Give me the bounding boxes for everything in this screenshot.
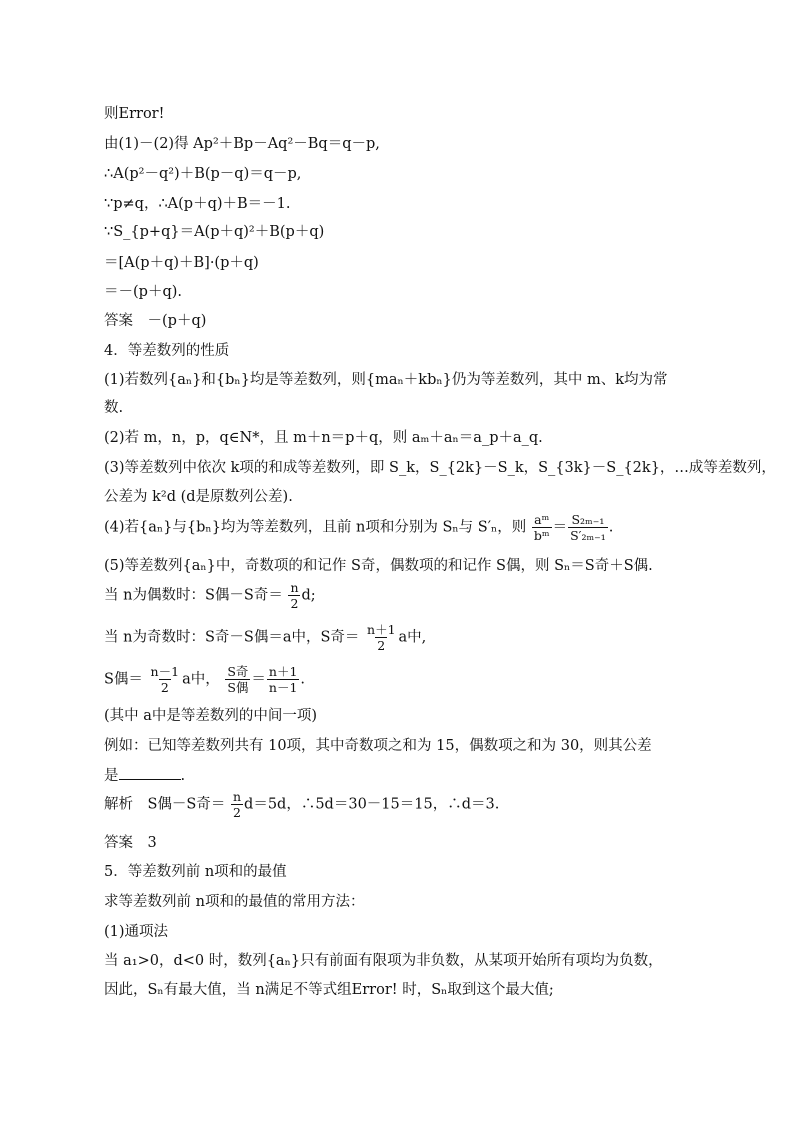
text-line: ＝－(p＋q). — [104, 284, 182, 300]
formula-line — [104, 622, 426, 653]
text-line: 求等差数列前 n项和的最值的常用方法： — [104, 894, 365, 910]
fraction — [225, 664, 250, 695]
text-line: 因此，Sₙ有最大值，当 n满足不等式组Error! 时，Sₙ取到这个最大值; — [104, 982, 554, 998]
text-line: ∵S_{p+q}＝A(p＋q)²＋B(p＋q) — [104, 224, 325, 240]
text-span: . — [300, 671, 306, 688]
denominator: 2 — [233, 805, 241, 820]
text-span: a中， — [182, 671, 220, 688]
section-heading: 4．等差数列的性质 — [104, 343, 230, 359]
text-line: (3)等差数列中依次 k项的和成等差数列，即 S_k，S_{2k}－S_k，S_{3k}－S_{2k}，…成等差数列， — [104, 460, 776, 476]
text-span: S偶＝ — [104, 671, 143, 688]
denominator: 2 — [377, 638, 386, 653]
text-line: (1)若数列{aₙ}和{bₙ}均是等差数列，则{maₙ＋kbₙ}仍为等差数列，其中 m、k均为常 — [104, 372, 668, 388]
text-line: (5)等差数列{aₙ}中，奇数项的和记作 S奇，偶数项的和记作 S偶，则 Sₙ＝S奇＋S偶. — [104, 558, 653, 574]
numerator: n－1 — [150, 664, 180, 679]
numerator: n＋1 — [268, 664, 298, 679]
fraction — [231, 789, 243, 820]
text-span: . — [608, 519, 614, 536]
fraction — [267, 664, 300, 695]
denominator: 2 — [160, 680, 169, 695]
numerator: S奇 — [227, 664, 249, 679]
fraction — [568, 512, 608, 543]
numerator: n — [232, 789, 242, 804]
text-line: 例如：已知等差数列共有 10项，其中奇数项之和为 15，偶数项之和为 30，则其公差 — [104, 738, 652, 754]
text-span: 是 — [104, 768, 119, 784]
numerator: S₂ₘ₋₁ — [571, 512, 605, 527]
text-line: 由(1)－(2)得 Ap²＋Bp－Aq²－Bq＝q－p, — [104, 136, 380, 152]
text-span: d＝5d，∴5d＝30－15＝15，∴d＝3. — [244, 796, 500, 813]
denominator: S′₂ₘ₋₁ — [570, 528, 606, 543]
text-span: (4)若{aₙ}与{bₙ}均为等差数列，且前 n项和分别为 Sₙ与 S′ₙ，则 — [104, 519, 527, 536]
numerator: n — [290, 580, 299, 595]
text-span: 当 n为偶数时：S偶－S奇＝ — [104, 587, 283, 604]
text-span: a中, — [398, 629, 427, 646]
text-line: 公差为 k²d (d是原数列公差). — [104, 489, 293, 505]
section-heading: 5．等差数列前 n项和的最值 — [104, 864, 287, 880]
formula-line: (4)若{aₙ}与{bₙ}均为等差数列，且前 n项和分别为 Sₙ与 S′ₙ，则 $\frac{\text{aᵐ}}{\text{bᵐ}}$ ＝ $\frac{\text{S₂ₘ₋₁}}{\text{S′₂ₘ₋₁}}$ . — [104, 512, 614, 543]
text-span: . — [180, 768, 186, 784]
denominator: 2 — [290, 596, 299, 611]
text-line: ∴A(p²－q²)＋B(p－q)＝q－p, — [104, 166, 302, 182]
fraction — [532, 512, 552, 543]
answer-blank — [119, 765, 181, 780]
text-line: ∵p≠q，∴A(p＋q)＋B＝－1. — [104, 196, 291, 212]
text-line: 数. — [104, 400, 124, 416]
text-line: 则Error! — [104, 106, 165, 122]
text-span: d; — [301, 587, 316, 604]
text-line: (其中 a中是等差数列的中间一项) — [104, 708, 318, 724]
text-line: (2)若 m，n，p，q∈N*，且 m＋n＝p＋q，则 aₘ＋aₙ＝a_p＋a_q. — [104, 430, 543, 446]
fraction — [149, 664, 182, 695]
denominator: n－1 — [268, 680, 298, 695]
fraction — [288, 580, 300, 611]
formula-line — [104, 580, 316, 611]
denominator: bᵐ — [533, 528, 550, 543]
text-line — [104, 765, 185, 786]
text-line: 当 a₁>0，d<0 时，数列{aₙ}只有前面有限项为非负数，从某项开始所有项均为负数， — [104, 953, 663, 969]
answer-line: 答案 －(p＋q) — [104, 313, 207, 329]
denominator: S偶 — [227, 680, 249, 695]
formula-line — [104, 789, 499, 820]
text-line: (1)通项法 — [104, 924, 169, 940]
numerator: aᵐ — [534, 512, 550, 527]
answer-line: 答案 3 — [104, 835, 157, 851]
formula-line: S偶＝ $\frac{n-1}{2}$ a中， $\frac{\text{S奇}}{\text{S偶}}$ ＝ $\frac{n+1}{n-1}$ . — [104, 664, 306, 695]
numerator: n＋1 — [367, 622, 396, 637]
text-span: 当 n为奇数时：S奇－S偶＝a中，S奇＝ — [104, 629, 360, 646]
fraction — [365, 622, 398, 653]
text-span: 解析 S偶－S奇＝ — [104, 796, 226, 813]
text-line: ＝[A(p＋q)＋B]·(p＋q) — [104, 255, 259, 271]
